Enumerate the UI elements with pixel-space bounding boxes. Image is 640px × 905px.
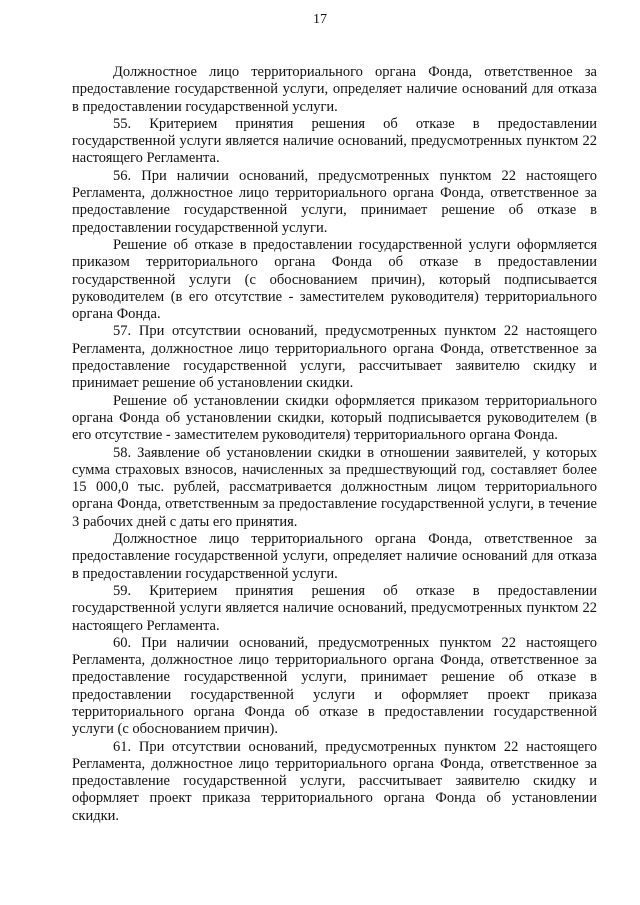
paragraph-56: 56. При наличии оснований, предусмотренных пунктом 22 настоящего Регламента, должностное лицо территориального органа Фонда, ответственное за предоставление государственной услуги, принимает решение об отказе в предоставлении государственной услуги.	[72, 167, 597, 236]
paragraph-55: 55. Критерием принятия решения об отказе в предоставлении государственной услуги является наличие оснований, предусмотренных пунктом 22 настоящего Регламента.	[72, 115, 597, 167]
paragraph-61: 61. При отсутствии оснований, предусмотренных пунктом 22 настоящего Регламента, должностное лицо территориального органа Фонда, ответственное за предоставление государственной услуги, рассчитывает заявителю скидку и оформляет проект приказа территориального органа Фонда об установлении скидки.	[72, 738, 597, 824]
paragraph-refusal-decision: Решение об отказе в предоставлении государственной услуги оформляется приказом территориального органа Фонда об отказе в предоставлении государственной услуги (с обоснованием причин), который подписывается руководителем (в его отсутствие - заместителем руководителя) территориального органа Фонда.	[72, 236, 597, 323]
paragraph-60: 60. При наличии оснований, предусмотренных пунктом 22 настоящего Регламента, должностное лицо территориального органа Фонда, ответственное за предоставление государственной услуги, принимает решение об отказе в предоставлении государственной услуги и оформляет проект приказа территориального органа Фонда об отказе в предоставлении государственной услуги (с обоснованием причин).	[72, 634, 597, 738]
paragraph-intro-responsible-official: Должностное лицо территориального органа Фонда, ответственное за предоставление государственной услуги, определяет наличие оснований для отказа в предоставлении государственной услуги.	[72, 64, 597, 115]
page-number: 17	[313, 12, 327, 27]
paragraph-59: 59. Критерием принятия решения об отказе в предоставлении государственной услуги является наличие оснований, предусмотренных пунктом 22 настоящего Регламента.	[72, 582, 597, 634]
paragraph-58: 58. Заявление об установлении скидки в отношении заявителей, у которых сумма страховых взносов, начисленных за предшествующий год, составляет более 15 000,0 тыс. рублей, рассматривается должностным лицом территориального органа Фонда, ответственным за предоставление государственной услуги, в течение 3 рабочих дней с даты его принятия.	[72, 444, 597, 530]
paragraph-responsible-official-repeat: Должностное лицо территориального органа Фонда, ответственное за предоставление государственной услуги, определяет наличие оснований для отказа в предоставлении государственной услуги.	[72, 531, 597, 582]
document-body	[72, 64, 597, 825]
paragraph-57: 57. При отсутствии оснований, предусмотренных пунктом 22 настоящего Регламента, должностное лицо территориального органа Фонда, ответственное за предоставление государственной услуги, рассчитывает заявителю скидку и принимает решение об установлении скидки.	[72, 323, 597, 392]
paragraph-discount-decision: Решение об установлении скидки оформляется приказом территориального органа Фонда об установлении скидки, который подписывается руководителем (в его отсутствие - заместителем руководителя) территориального органа Фонда.	[72, 392, 597, 444]
